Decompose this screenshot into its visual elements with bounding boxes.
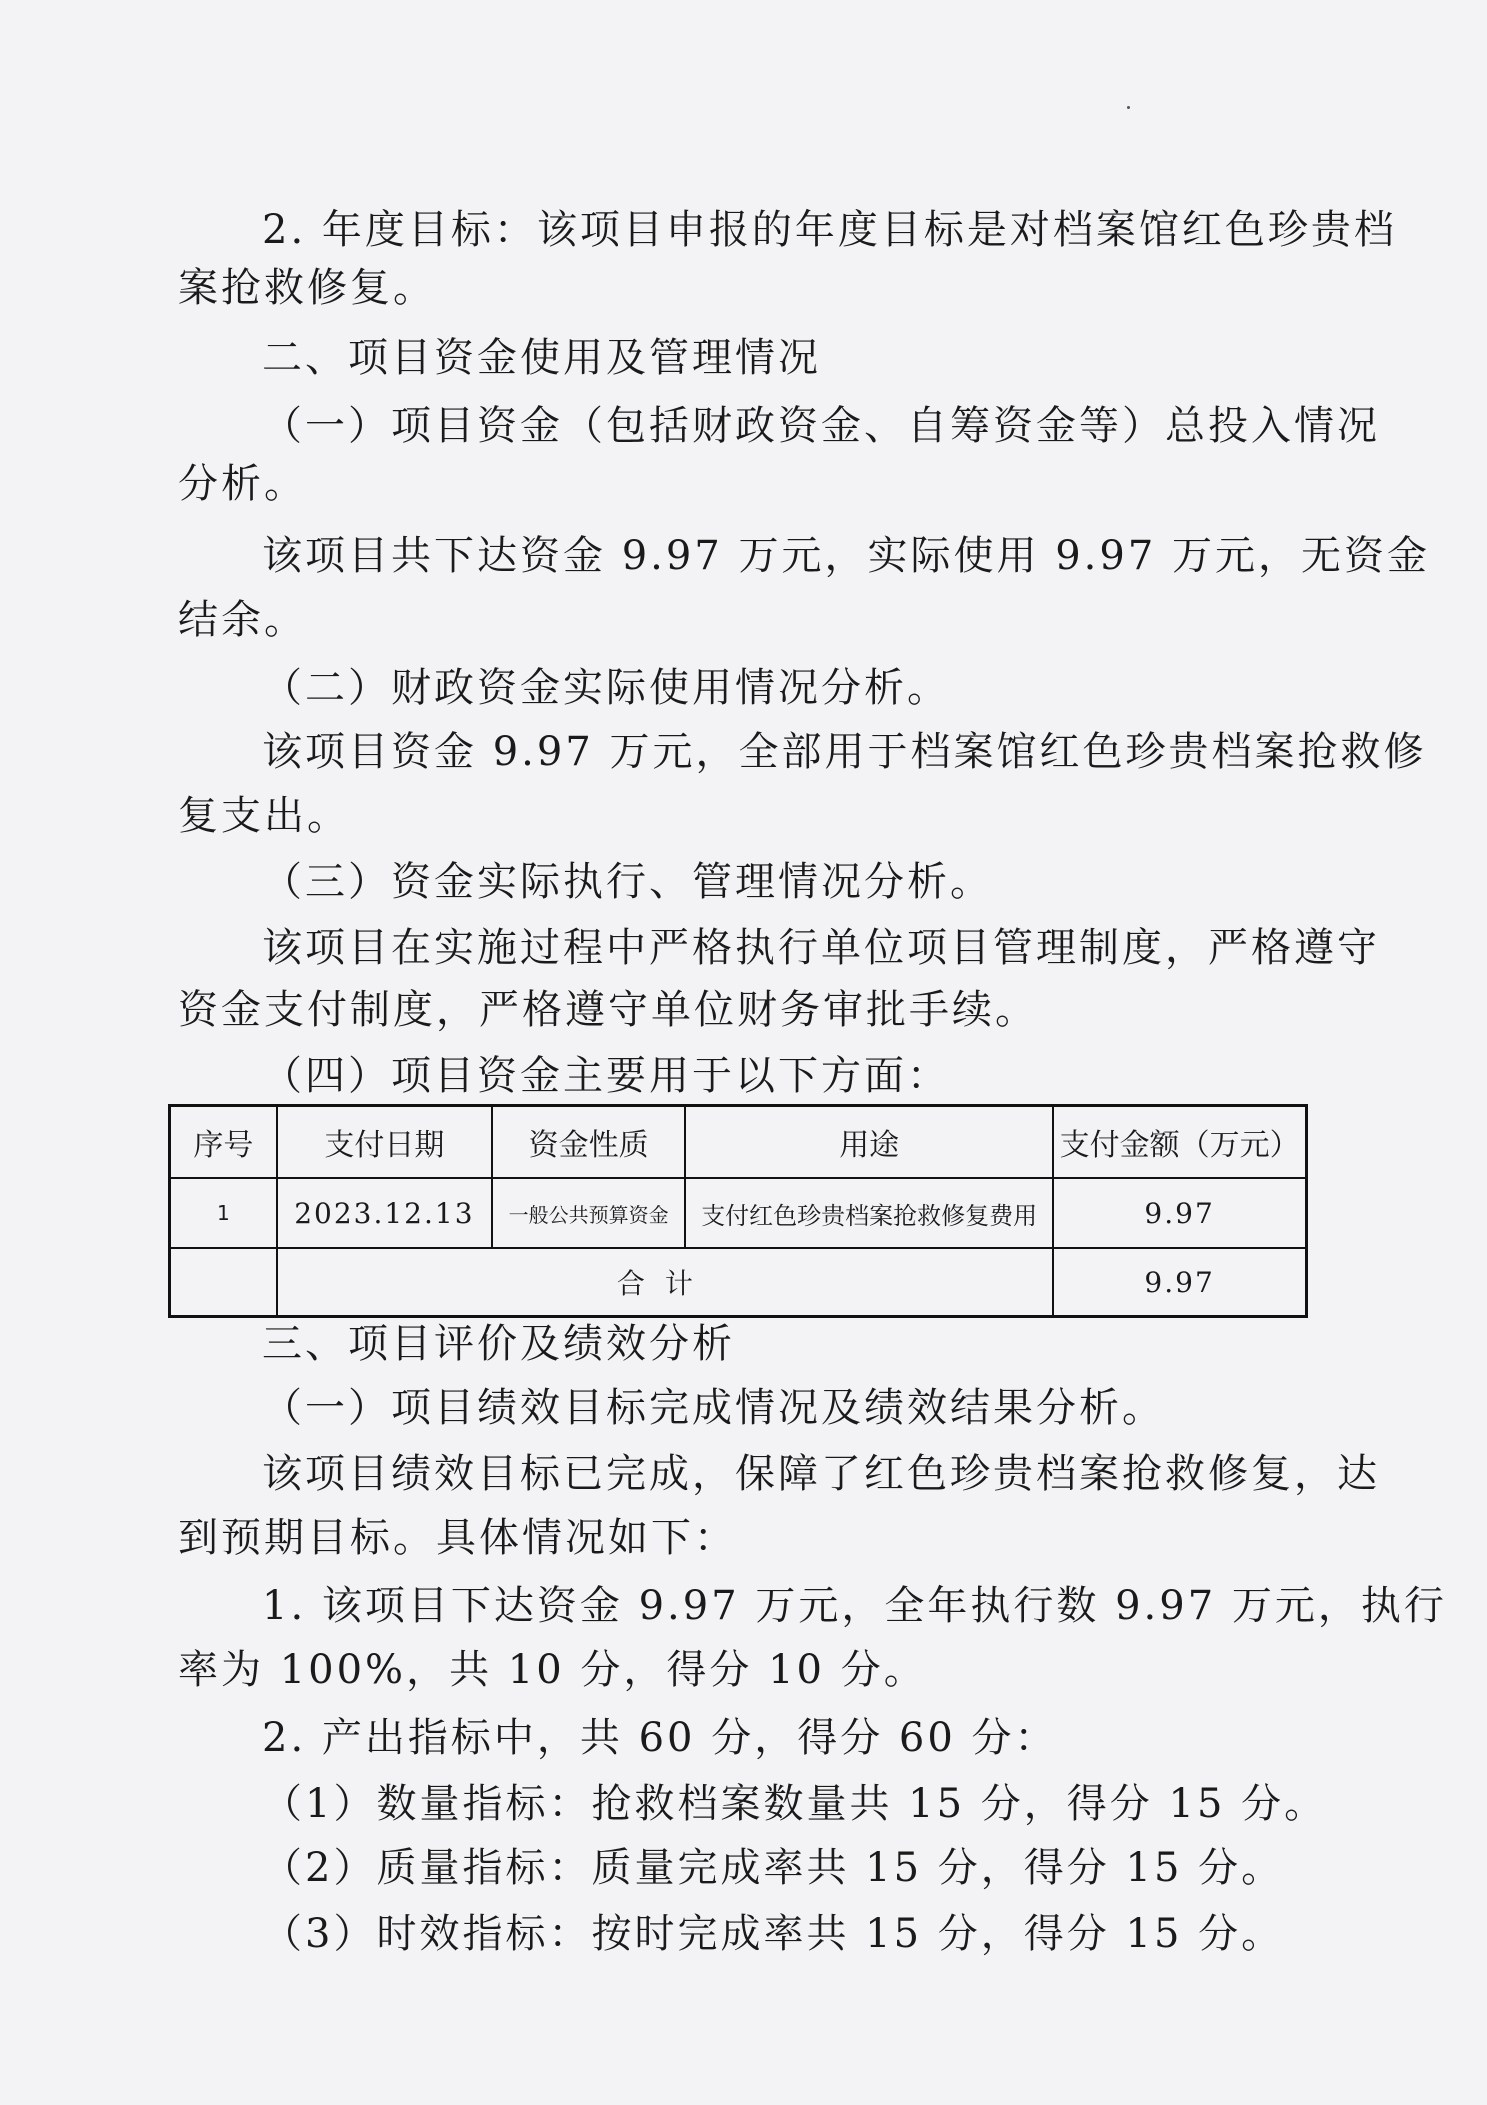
cell-empty [170, 1248, 277, 1317]
section-heading: 三、项目评价及绩效分析 [262, 1321, 735, 1367]
header-cell: 资金性质 [492, 1106, 685, 1179]
section-heading: 二、项目资金使用及管理情况 [262, 335, 821, 381]
subsection-heading: （一）项目资金（包括财政资金、自筹资金等）总投入情况 [262, 403, 1380, 449]
subsection-heading: （三）资金实际执行、管理情况分析。 [262, 859, 993, 905]
header-cell: 支付金额（万元） [1053, 1106, 1306, 1179]
table-header-row [170, 1106, 1307, 1179]
list-item: （2）质量指标：质量完成率共 15 分，得分 15 分。 [262, 1845, 1285, 1891]
paragraph-line: 2. 产出指标中，共 60 分，得分 60 分： [262, 1715, 1058, 1761]
subsection-heading: （四）项目资金主要用于以下方面： [262, 1053, 950, 1099]
header-cell: 支付日期 [277, 1106, 492, 1179]
paragraph-line: 结余。 [178, 597, 307, 643]
cell-purpose: 支付红色珍贵档案抢救修复费用 [685, 1178, 1053, 1248]
subsection-heading: （一）项目绩效目标完成情况及绩效结果分析。 [262, 1385, 1165, 1431]
paragraph-line: 分析。 [178, 461, 307, 507]
funds-table [168, 1104, 1308, 1318]
list-item: （1）数量指标：抢救档案数量共 15 分，得分 15 分。 [262, 1781, 1328, 1827]
cell-amount: 9.97 [1053, 1178, 1306, 1248]
total-label: 合计 [277, 1248, 1054, 1317]
list-item: （3）时效指标：按时完成率共 15 分，得分 15 分。 [262, 1911, 1285, 1957]
paragraph-line: 到预期目标。具体情况如下： [178, 1515, 737, 1561]
paragraph-line: 该项目共下达资金 9.97 万元，实际使用 9.97 万元，无资金 [262, 533, 1430, 579]
paragraph-line: 资金支付制度，严格遵守单位财务审批手续。 [178, 987, 1038, 1033]
cell-no: 1 [170, 1178, 277, 1248]
paragraph-line: 1. 该项目下达资金 9.97 万元，全年执行数 9.97 万元，执行 [262, 1583, 1447, 1629]
total-amount: 9.97 [1053, 1248, 1306, 1317]
table-row [170, 1178, 1307, 1248]
scan-speck [1127, 106, 1130, 109]
table-total-row [170, 1248, 1307, 1317]
header-cell: 用途 [685, 1106, 1053, 1179]
paragraph-line: 案抢救修复。 [178, 265, 436, 311]
paragraph-line: 该项目在实施过程中严格执行单位项目管理制度，严格遵守 [262, 925, 1380, 971]
paragraph-line: 2. 年度目标：该项目申报的年度目标是对档案馆红色珍贵档 [262, 207, 1397, 253]
header-cell: 序号 [170, 1106, 277, 1179]
cell-date: 2023.12.13 [277, 1178, 492, 1248]
cell-nature: 一般公共预算资金 [492, 1178, 685, 1248]
paragraph-line: 率为 100%，共 10 分，得分 10 分。 [178, 1647, 927, 1693]
paragraph-line: 该项目资金 9.97 万元，全部用于档案馆红色珍贵档案抢救修 [262, 729, 1427, 775]
paragraph-line: 复支出。 [178, 793, 350, 839]
paragraph-line: 该项目绩效目标已完成，保障了红色珍贵档案抢救修复，达 [262, 1451, 1380, 1497]
subsection-heading: （二）财政资金实际使用情况分析。 [262, 665, 950, 711]
